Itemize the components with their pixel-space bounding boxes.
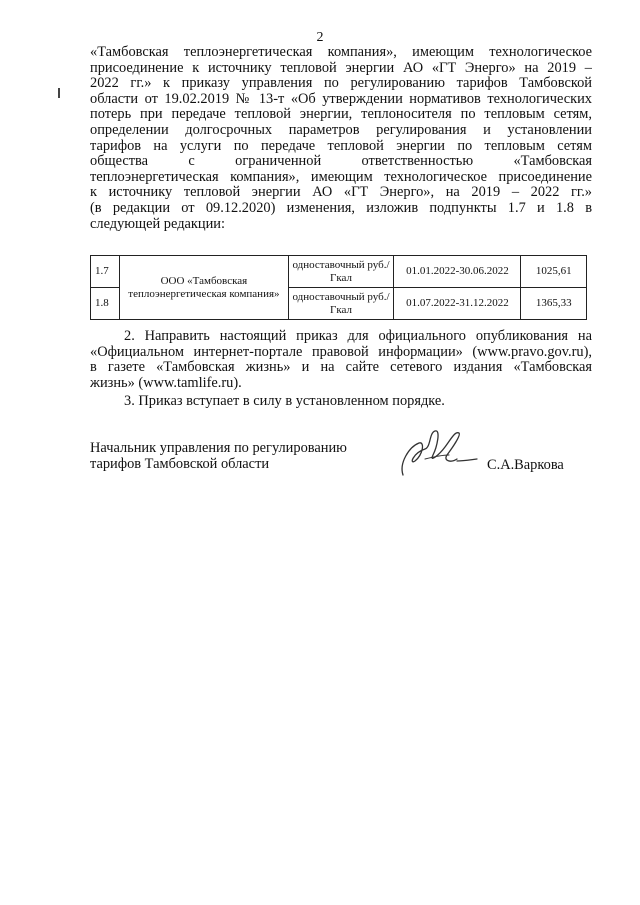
tariff-type-cell: одноставочный руб./Гкал	[288, 256, 394, 288]
text-line: «Официальном интернет-портале правовой информации» (www.pravo.gov.ru),	[90, 344, 592, 360]
text-line: 3. Приказ вступает в силу в установленном порядке.	[124, 394, 445, 409]
page-number: 2	[316, 30, 324, 45]
text-line: (в редакции от 09.12.2020) изменения, изложив подпункты 1.7 и 1.8 в	[90, 200, 592, 216]
text-line: жизнь» (www.tamlife.ru).	[90, 375, 242, 391]
text-line: потерь при передаче тепловой энергии, теплоносителя по тепловым сетям,	[90, 107, 592, 123]
paragraph-amendment	[90, 45, 592, 232]
period-cell: 01.01.2022-30.06.2022	[394, 256, 521, 288]
tariff-type-cell: одноставочный руб./Гкал	[288, 288, 394, 320]
tariff-value-cell: 1365,33	[521, 288, 587, 320]
signatory-name: С.А.Варкова	[487, 457, 564, 473]
tariff-value-cell: 1025,61	[521, 256, 587, 288]
tariff-table	[90, 255, 587, 320]
text-line: в газете «Тамбовская жизнь» и на сайте сетевого издания «Тамбовская	[90, 360, 592, 376]
text-line: «Тамбовская теплоэнергетическая компания», имеющим технологическое	[90, 45, 592, 60]
text-line: тарифов на услуги по передаче тепловой энергии по тепловым сетям	[90, 138, 592, 154]
organization-cell: ООО «Тамбовская теплоэнергетическая компания»	[120, 256, 288, 320]
text-line: общества с ограниченной ответственностью «Тамбовская	[90, 154, 592, 170]
text-line: следующей редакции:	[90, 216, 225, 232]
row-number: 1.8	[91, 288, 120, 320]
text-line: к источнику тепловой энергии АО «ГТ Энерго», на 2019 – 2022 гг.»	[90, 185, 592, 201]
text-line: определении долгосрочных параметров регулирования и установлении	[90, 122, 592, 138]
position-line: Начальник управления по регулированию	[90, 440, 347, 456]
text-line: теплоэнергетическая компания», имеющим технологическое присоединение	[90, 169, 592, 185]
handwritten-signature	[395, 425, 483, 481]
signatory-position	[90, 441, 347, 472]
text-line: присоединение к источнику тепловой энергии АО «ГТ Энерго» на 2019 –	[90, 60, 592, 76]
text-line: 2022 гг.» к приказу управления по регулированию тарифов Тамбовской	[90, 76, 592, 92]
period-cell: 01.07.2022-31.12.2022	[394, 288, 521, 320]
text-line: 2. Направить настоящий приказ для официального опубликования на	[124, 329, 592, 344]
margin-mark	[58, 88, 60, 98]
table-row	[91, 256, 587, 288]
position-line: тарифов Тамбовской области	[90, 455, 270, 472]
text-line: области от 19.02.2019 № 13-т «Об утверждении нормативов технологических	[90, 91, 592, 107]
row-number: 1.7	[91, 256, 120, 288]
paragraph-effective	[90, 394, 592, 410]
paragraph-publication	[90, 329, 592, 391]
